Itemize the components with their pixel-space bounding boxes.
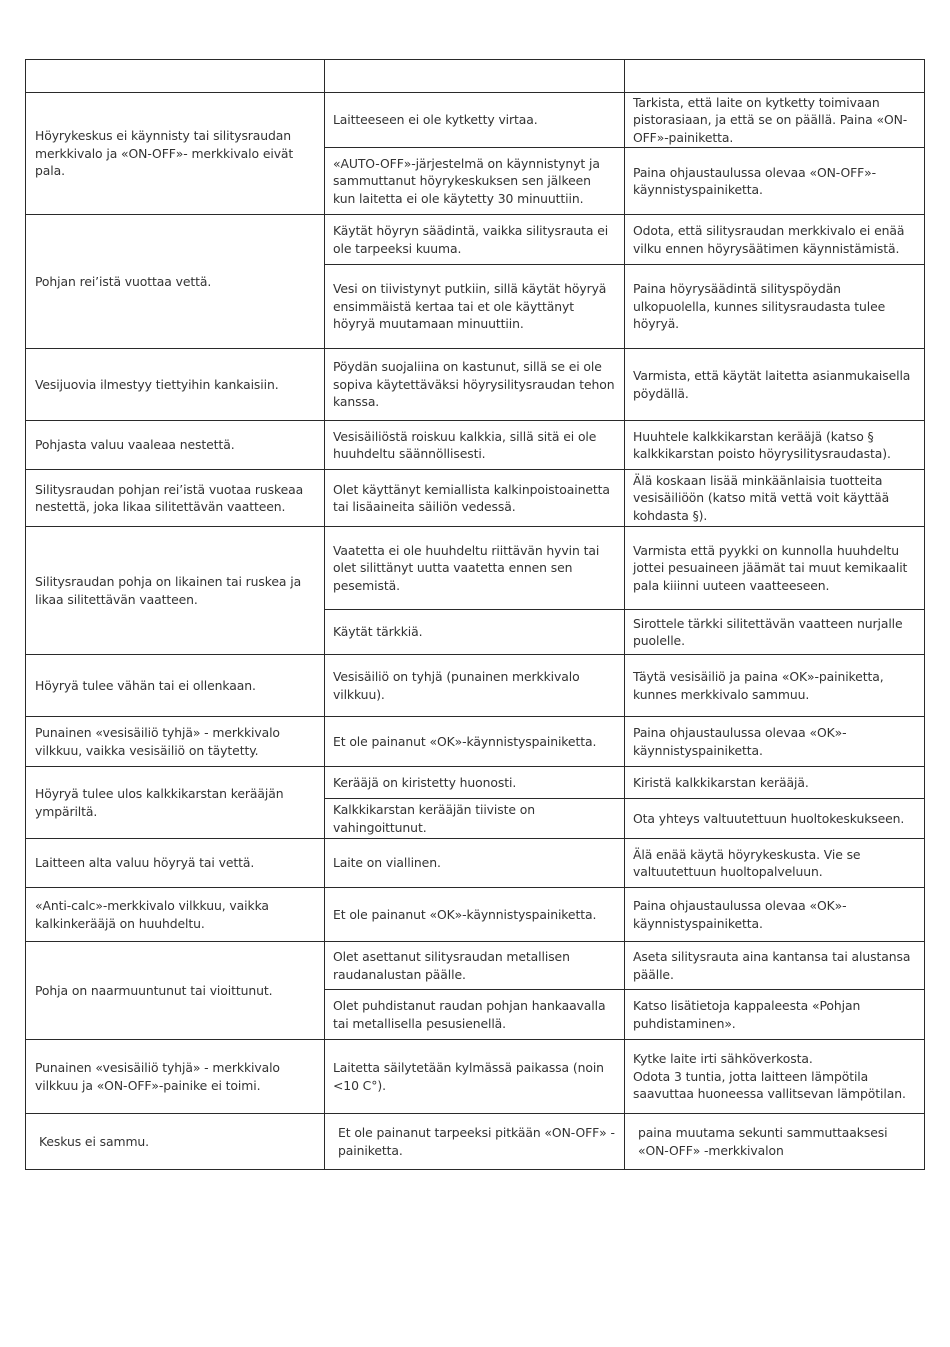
solution-cell: Tarkista, että laite on kytketty toimivaan pistorasiaan, ja että se on päällä. Paina «ON-OFF»-painiketta.: [625, 93, 925, 148]
cause-cell: Laite on viallinen.: [325, 839, 625, 888]
cause-cell: Kalkkikarstan kerääjän tiiviste on vahingoittunut.: [325, 799, 625, 839]
problem-cell: Silitysraudan pohja on likainen tai ruskea ja likaa silitettävän vaatteen.: [26, 527, 325, 655]
table-row: [26, 717, 925, 767]
problem-cell: «Anti-calc»-merkkivalo vilkkuu, vaikka kalkinkerääjä on huuhdeltu.: [26, 888, 325, 942]
cause-cell: Et ole painanut tarpeeksi pitkään «ON-OFF» -painiketta.: [325, 1114, 625, 1170]
cause-cell: Pöydän suojaliina on kastunut, sillä se ei ole sopiva käytettäväksi höyrysilitysraudan tehon kanssa.: [325, 349, 625, 421]
solution-cell: Katso lisätietoja kappaleesta «Pohjan puhdistaminen».: [625, 990, 925, 1040]
problem-cell: Höyrykeskus ei käynnisty tai silitysraudan merkkivalo ja «ON-OFF»- merkkivalo eivät pala.: [26, 93, 325, 215]
solution-cell: Paina ohjaustaulussa olevaa «OK»-käynnistyspainiketta.: [625, 888, 925, 942]
table-row: [26, 93, 925, 148]
cause-cell: Käytät tärkkiä.: [325, 610, 625, 655]
cause-cell: Vesisäiliöstä roiskuu kalkkia, sillä sitä ei ole huuhdeltu säännöllisesti.: [325, 421, 625, 470]
header-cause: [325, 60, 625, 93]
table-row: [26, 1114, 925, 1170]
table-row: [26, 421, 925, 470]
problem-cell: Punainen «vesisäiliö tyhjä» - merkkivalo vilkkuu ja «ON-OFF»-painike ei toimi.: [26, 1040, 325, 1114]
table-row: [26, 215, 925, 265]
solution-cell: Aseta silitysrauta aina kantansa tai alustansa päälle.: [625, 942, 925, 990]
problem-cell: Pohja on naarmuuntunut tai vioittunut.: [26, 942, 325, 1040]
problem-cell: Silitysraudan pohjan rei’istä vuotaa ruskeaa nestettä, joka likaa silitettävän vaatteen.: [26, 470, 325, 527]
problem-cell: Keskus ei sammu.: [26, 1114, 325, 1170]
table-row: [26, 767, 925, 799]
cause-cell: Laitteeseen ei ole kytketty virtaa.: [325, 93, 625, 148]
table-row: [26, 942, 925, 990]
header-solution: [625, 60, 925, 93]
table-row: [26, 349, 925, 421]
troubleshooting-table: [25, 59, 925, 1170]
solution-cell: Täytä vesisäiliö ja paina «OK»-painiketta, kunnes merkkivalo sammuu.: [625, 655, 925, 717]
solution-cell: Huuhtele kalkkikarstan kerääjä (katso § kalkkikarstan poisto höyrysilitysraudasta).: [625, 421, 925, 470]
problem-cell: Vesijuovia ilmestyy tiettyihin kankaisiin.: [26, 349, 325, 421]
solution-cell: Älä koskaan lisää minkäänlaisia tuotteita vesisäiliöön (katso mitä vettä voit käyttää kohdasta §).: [625, 470, 925, 527]
problem-cell: Punainen «vesisäiliö tyhjä» - merkkivalo vilkkuu, vaikka vesisäiliö on täytetty.: [26, 717, 325, 767]
cause-cell: Et ole painanut «OK»-käynnistyspainiketta.: [325, 888, 625, 942]
solution-cell: Paina ohjaustaulussa olevaa «ON-OFF»-käynnistyspainiketta.: [625, 148, 925, 215]
table-header-row: [26, 60, 925, 93]
cause-cell: Vesisäiliö on tyhjä (punainen merkkivalo vilkkuu).: [325, 655, 625, 717]
table-row: [26, 470, 925, 527]
solution-cell: Paina höyrysäädintä silityspöydän ulkopuolella, kunnes silitysraudasta tulee höyryä.: [625, 265, 925, 349]
cause-cell: Vaatetta ei ole huuhdeltu riittävän hyvin tai olet silittänyt uutta vaatetta ennen sen pesemistä.: [325, 527, 625, 610]
cause-cell: Laitetta säilytetään kylmässä paikassa (noin <10 C°).: [325, 1040, 625, 1114]
solution-cell: Varmista, että käytät laitetta asianmukaisella pöydällä.: [625, 349, 925, 421]
cause-cell: Et ole painanut «OK»-käynnistyspainiketta.: [325, 717, 625, 767]
cause-cell: «AUTO-OFF»-järjestelmä on käynnistynyt ja sammuttanut höyrykeskuksen sen jälkeen kun laitetta ei ole käytetty 30 minuuttiin.: [325, 148, 625, 215]
solution-cell: Älä enää käytä höyrykeskusta. Vie se valtuutettuun huoltopalveluun.: [625, 839, 925, 888]
cause-cell: Vesi on tiivistynyt putkiin, sillä käytät höyryä ensimmäistä kertaa tai et ole käyttänyt höyryä muutamaan minuuttiin.: [325, 265, 625, 349]
solution-cell: Paina ohjaustaulussa olevaa «OK»-käynnistyspainiketta.: [625, 717, 925, 767]
cause-cell: Käytät höyryn säädintä, vaikka silitysrauta ei ole tarpeeksi kuuma.: [325, 215, 625, 265]
table-row: [26, 527, 925, 610]
table-row: [26, 1040, 925, 1114]
table-row: [26, 839, 925, 888]
cause-cell: Kerääjä on kiristetty huonosti.: [325, 767, 625, 799]
solution-cell: paina muutama sekunti sammuttaaksesi «ON-OFF» -merkkivalon: [625, 1114, 925, 1170]
table-row: [26, 888, 925, 942]
solution-cell: Ota yhteys valtuutettuun huoltokeskukseen.: [625, 799, 925, 839]
cause-cell: Olet puhdistanut raudan pohjan hankaavalla tai metallisella pesusienellä.: [325, 990, 625, 1040]
problem-cell: Laitteen alta valuu höyryä tai vettä.: [26, 839, 325, 888]
solution-cell: Varmista että pyykki on kunnolla huuhdeltu jottei pesuaineen jäämät tai muut kemikaalit pala kiiinni uuteen vaatteeseen.: [625, 527, 925, 610]
problem-cell: Höyryä tulee vähän tai ei ollenkaan.: [26, 655, 325, 717]
cause-cell: Olet asettanut silitysraudan metallisen raudanalustan päälle.: [325, 942, 625, 990]
problem-cell: Höyryä tulee ulos kalkkikarstan kerääjän ympäriltä.: [26, 767, 325, 839]
problem-cell: Pohjan rei’istä vuottaa vettä.: [26, 215, 325, 349]
header-problem: [26, 60, 325, 93]
solution-cell: Odota, että silitysraudan merkkivalo ei enää vilku ennen höyrysäätimen käynnistämistä.: [625, 215, 925, 265]
solution-cell: Kytke laite irti sähköverkosta. Odota 3 tuntia, jotta laitteen lämpötila saavuttaa huoneessa vallitsevan lämpötilan.: [625, 1040, 925, 1114]
solution-cell: Kiristä kalkkikarstan kerääjä.: [625, 767, 925, 799]
cause-cell: Olet käyttänyt kemiallista kalkinpoistoainetta tai lisäaineita säiliön vedessä.: [325, 470, 625, 527]
troubleshooting-table-body: [26, 60, 925, 1170]
problem-cell: Pohjasta valuu vaaleaa nestettä.: [26, 421, 325, 470]
solution-cell: Sirottele tärkki silitettävän vaatteen nurjalle puolelle.: [625, 610, 925, 655]
table-row: [26, 655, 925, 717]
